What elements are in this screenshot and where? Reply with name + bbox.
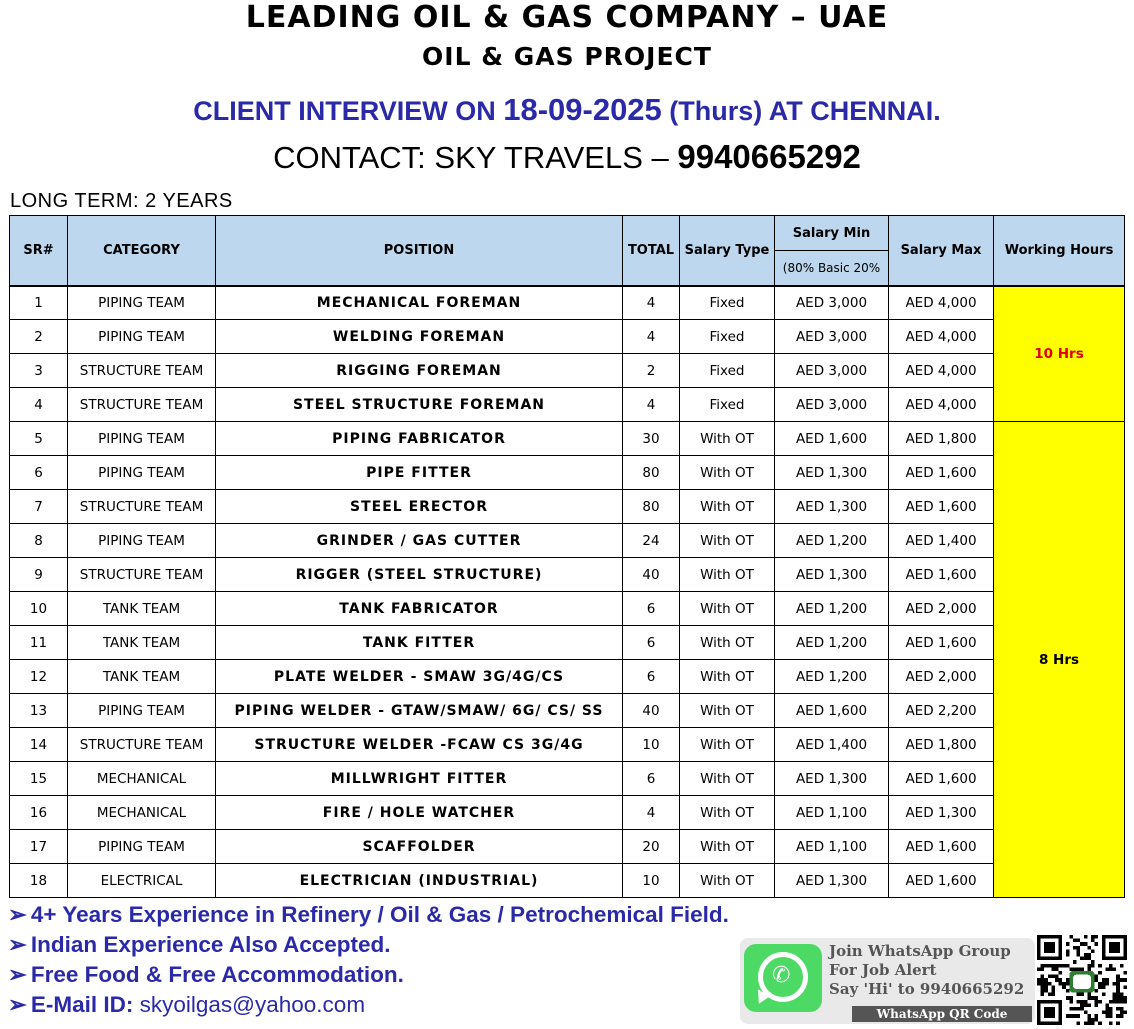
position-cell: RIGGING FOREMAN: [216, 354, 623, 388]
category-cell: STRUCTURE TEAM: [68, 728, 216, 762]
header-salary-min: Salary Min: [775, 216, 889, 251]
sr-cell: 13: [10, 694, 68, 728]
salary-max-cell: AED 2,000: [889, 660, 994, 694]
salary-max-cell: AED 1,400: [889, 524, 994, 558]
table-row: [10, 456, 1125, 490]
total-cell: 6: [623, 762, 680, 796]
category-cell: PIPING TEAM: [68, 456, 216, 490]
table-row: [10, 354, 1125, 388]
position-cell: WELDING FOREMAN: [216, 320, 623, 354]
category-cell: MECHANICAL: [68, 762, 216, 796]
salary-max-cell: AED 1,600: [889, 490, 994, 524]
salary-min-cell: AED 1,200: [775, 592, 889, 626]
table-row: [10, 694, 1125, 728]
table-row: [10, 388, 1125, 422]
arrow-icon: ➢: [8, 962, 27, 987]
salary-min-cell: AED 1,300: [775, 762, 889, 796]
table-row: [10, 592, 1125, 626]
arrow-icon: ➢: [8, 902, 27, 927]
position-cell: PIPING WELDER - GTAW/SMAW/ 6G/ CS/ SS: [216, 694, 623, 728]
arrow-icon: ➢: [8, 992, 27, 1017]
sr-cell: 15: [10, 762, 68, 796]
salary-type-cell: With OT: [680, 728, 775, 762]
position-cell: SCAFFOLDER: [216, 830, 623, 864]
total-cell: 80: [623, 456, 680, 490]
header-salary-min-note: (80% Basic 20%: [775, 251, 889, 286]
interview-prefix: CLIENT INTERVIEW ON: [193, 96, 504, 126]
salary-max-cell: AED 1,300: [889, 796, 994, 830]
total-cell: 2: [623, 354, 680, 388]
salary-min-cell: AED 1,200: [775, 524, 889, 558]
position-cell: RIGGER (STEEL STRUCTURE): [216, 558, 623, 592]
total-cell: 10: [623, 864, 680, 898]
sr-cell: 8: [10, 524, 68, 558]
whatsapp-line1: Join WhatsApp Group: [829, 942, 1011, 960]
table-row: [10, 558, 1125, 592]
position-cell: STRUCTURE WELDER -FCAW CS 3G/4G: [216, 728, 623, 762]
total-cell: 4: [623, 388, 680, 422]
total-cell: 10: [623, 728, 680, 762]
salary-type-cell: With OT: [680, 456, 775, 490]
salary-type-cell: Fixed: [680, 286, 775, 320]
salary-type-cell: With OT: [680, 490, 775, 524]
salary-max-cell: AED 2,200: [889, 694, 994, 728]
table-row: [10, 762, 1125, 796]
salary-min-cell: AED 1,200: [775, 626, 889, 660]
salary-type-cell: Fixed: [680, 354, 775, 388]
qr-code-icon[interactable]: [1037, 935, 1127, 1025]
salary-type-cell: With OT: [680, 830, 775, 864]
salary-min-cell: AED 1,300: [775, 558, 889, 592]
email-link[interactable]: skyoilgas@yahoo.com: [139, 992, 366, 1017]
table-row: [10, 864, 1125, 898]
category-cell: MECHANICAL: [68, 796, 216, 830]
salary-max-cell: AED 1,600: [889, 830, 994, 864]
email-line: [8, 990, 768, 1020]
header-total: TOTAL: [623, 216, 680, 286]
salary-max-cell: AED 1,600: [889, 558, 994, 592]
salary-min-cell: AED 1,200: [775, 660, 889, 694]
whatsapp-banner[interactable]: [740, 938, 1035, 1024]
interview-line: [0, 92, 1134, 128]
category-cell: PIPING TEAM: [68, 694, 216, 728]
salary-type-cell: With OT: [680, 558, 775, 592]
table-row: [10, 728, 1125, 762]
table-row: [10, 320, 1125, 354]
salary-type-cell: With OT: [680, 660, 775, 694]
note-item: [8, 960, 768, 990]
table-row: [10, 490, 1125, 524]
table-row: [10, 830, 1125, 864]
sr-cell: 4: [10, 388, 68, 422]
salary-min-cell: AED 1,300: [775, 456, 889, 490]
whatsapp-icon: ✆: [744, 944, 822, 1012]
salary-min-cell: AED 1,400: [775, 728, 889, 762]
header-working-hours: Working Hours: [994, 216, 1125, 286]
salary-max-cell: AED 4,000: [889, 388, 994, 422]
category-cell: PIPING TEAM: [68, 830, 216, 864]
position-cell: ELECTRICIAN (INDUSTRIAL): [216, 864, 623, 898]
salary-min-cell: AED 1,100: [775, 830, 889, 864]
category-cell: PIPING TEAM: [68, 320, 216, 354]
category-cell: PIPING TEAM: [68, 524, 216, 558]
salary-min-cell: AED 3,000: [775, 354, 889, 388]
sr-cell: 16: [10, 796, 68, 830]
sr-cell: 5: [10, 422, 68, 456]
sr-cell: 14: [10, 728, 68, 762]
category-cell: PIPING TEAM: [68, 286, 216, 320]
salary-min-cell: AED 1,300: [775, 490, 889, 524]
salary-min-cell: AED 1,300: [775, 864, 889, 898]
category-cell: ELECTRICAL: [68, 864, 216, 898]
salary-min-cell: AED 3,000: [775, 320, 889, 354]
table-row: [10, 626, 1125, 660]
page-title: LEADING OIL & GAS COMPANY – UAE: [245, 0, 889, 35]
header-sr: SR#: [10, 216, 68, 286]
salary-type-cell: With OT: [680, 626, 775, 660]
position-cell: PIPE FITTER: [216, 456, 623, 490]
total-cell: 20: [623, 830, 680, 864]
salary-type-cell: With OT: [680, 592, 775, 626]
salary-max-cell: AED 4,000: [889, 286, 994, 320]
sr-cell: 10: [10, 592, 68, 626]
total-cell: 4: [623, 320, 680, 354]
sr-cell: 2: [10, 320, 68, 354]
total-cell: 40: [623, 558, 680, 592]
term-label: LONG TERM: 2 YEARS: [10, 190, 233, 212]
header-salary-type: Salary Type: [680, 216, 775, 286]
position-cell: TANK FABRICATOR: [216, 592, 623, 626]
jobs-table: [9, 215, 1125, 898]
sr-cell: 6: [10, 456, 68, 490]
header-category: CATEGORY: [68, 216, 216, 286]
salary-type-cell: With OT: [680, 694, 775, 728]
salary-type-cell: With OT: [680, 422, 775, 456]
salary-min-cell: AED 1,600: [775, 694, 889, 728]
salary-min-cell: AED 1,100: [775, 796, 889, 830]
total-cell: 6: [623, 626, 680, 660]
whatsapp-qr-label: WhatsApp QR Code: [852, 1006, 1032, 1022]
category-cell: PIPING TEAM: [68, 422, 216, 456]
contact-prefix: CONTACT: SKY TRAVELS –: [273, 140, 678, 175]
sr-cell: 17: [10, 830, 68, 864]
position-cell: MECHANICAL FOREMAN: [216, 286, 623, 320]
header-position: POSITION: [216, 216, 623, 286]
salary-max-cell: AED 4,000: [889, 354, 994, 388]
position-cell: PLATE WELDER - SMAW 3G/4G/CS: [216, 660, 623, 694]
sr-cell: 1: [10, 286, 68, 320]
working-hours-cell: 10 Hrs: [994, 286, 1125, 422]
position-cell: STEEL ERECTOR: [216, 490, 623, 524]
sr-cell: 7: [10, 490, 68, 524]
salary-type-cell: With OT: [680, 796, 775, 830]
category-cell: TANK TEAM: [68, 660, 216, 694]
salary-min-cell: AED 3,000: [775, 388, 889, 422]
position-cell: STEEL STRUCTURE FOREMAN: [216, 388, 623, 422]
position-cell: GRINDER / GAS CUTTER: [216, 524, 623, 558]
salary-max-cell: AED 1,600: [889, 762, 994, 796]
category-cell: TANK TEAM: [68, 592, 216, 626]
salary-min-cell: AED 3,000: [775, 286, 889, 320]
arrow-icon: ➢: [8, 932, 27, 957]
salary-max-cell: AED 1,600: [889, 626, 994, 660]
category-cell: STRUCTURE TEAM: [68, 490, 216, 524]
whatsapp-line2: For Job Alert: [829, 961, 937, 979]
salary-max-cell: AED 4,000: [889, 320, 994, 354]
position-cell: FIRE / HOLE WATCHER: [216, 796, 623, 830]
page-subtitle: OIL & GAS PROJECT: [422, 42, 712, 71]
table-row: [10, 422, 1125, 456]
note-item: [8, 930, 768, 960]
table-row: [10, 286, 1125, 320]
interview-suffix: (Thurs) AT CHENNAI.: [661, 96, 941, 126]
salary-type-cell: With OT: [680, 762, 775, 796]
interview-date: 18-09-2025: [503, 92, 662, 127]
whatsapp-line3: Say 'Hi' to 9940665292: [829, 980, 1025, 998]
total-cell: 6: [623, 592, 680, 626]
jobs-table-body: [10, 286, 1125, 898]
notes-list: [8, 900, 768, 1020]
category-cell: TANK TEAM: [68, 626, 216, 660]
position-cell: PIPING FABRICATOR: [216, 422, 623, 456]
category-cell: STRUCTURE TEAM: [68, 388, 216, 422]
table-row: [10, 524, 1125, 558]
total-cell: 40: [623, 694, 680, 728]
salary-type-cell: With OT: [680, 864, 775, 898]
salary-max-cell: AED 1,800: [889, 728, 994, 762]
salary-type-cell: Fixed: [680, 388, 775, 422]
note-text: 4+ Years Experience in Refinery / Oil & Gas / Petrochemical Field.: [30, 902, 729, 927]
table-row: [10, 796, 1125, 830]
email-label: E-Mail ID:: [30, 992, 140, 1017]
note-text: Free Food & Free Accommodation.: [30, 962, 404, 987]
position-cell: TANK FITTER: [216, 626, 623, 660]
contact-line: [0, 138, 1134, 176]
category-cell: STRUCTURE TEAM: [68, 558, 216, 592]
total-cell: 4: [623, 286, 680, 320]
working-hours-cell: 8 Hrs: [994, 422, 1125, 898]
sr-cell: 12: [10, 660, 68, 694]
salary-max-cell: AED 1,600: [889, 456, 994, 490]
sr-cell: 9: [10, 558, 68, 592]
salary-max-cell: AED 1,800: [889, 422, 994, 456]
header-salary-max: Salary Max: [889, 216, 994, 286]
total-cell: 30: [623, 422, 680, 456]
position-cell: MILLWRIGHT FITTER: [216, 762, 623, 796]
total-cell: 24: [623, 524, 680, 558]
salary-max-cell: AED 1,600: [889, 864, 994, 898]
salary-type-cell: With OT: [680, 524, 775, 558]
note-text: Indian Experience Also Accepted.: [30, 932, 391, 957]
sr-cell: 11: [10, 626, 68, 660]
total-cell: 4: [623, 796, 680, 830]
sr-cell: 3: [10, 354, 68, 388]
salary-max-cell: AED 2,000: [889, 592, 994, 626]
total-cell: 80: [623, 490, 680, 524]
total-cell: 6: [623, 660, 680, 694]
note-item: [8, 900, 768, 930]
category-cell: STRUCTURE TEAM: [68, 354, 216, 388]
salary-type-cell: Fixed: [680, 320, 775, 354]
table-row: [10, 660, 1125, 694]
salary-min-cell: AED 1,600: [775, 422, 889, 456]
contact-phone: 9940665292: [677, 138, 861, 175]
sr-cell: 18: [10, 864, 68, 898]
